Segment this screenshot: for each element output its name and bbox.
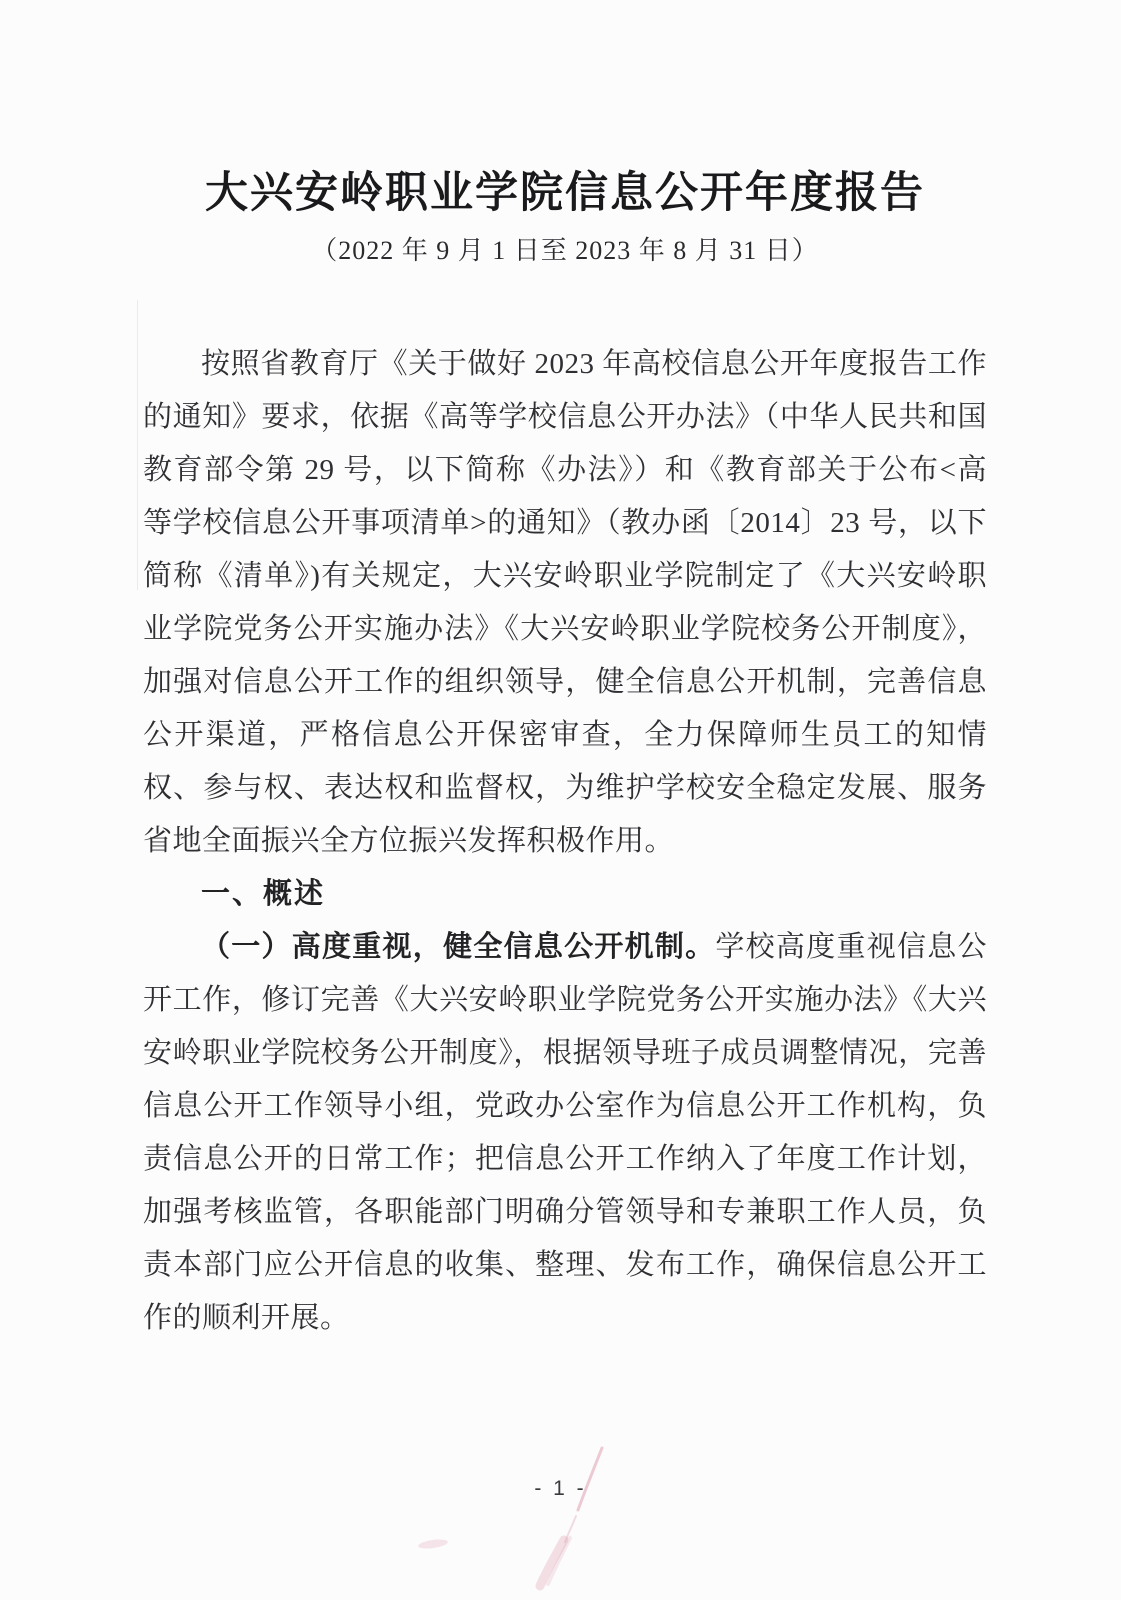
scan-fold-line [137, 300, 138, 590]
document-body [143, 168, 987, 1345]
paragraph-section-1-text: 学校高度重视信息公开工作，修订完善《大兴安岭职业学院党务公开实施办法》《大兴安岭职业学院校务公开制度》，根据领导班子成员调整情况，完善信息公开工作领导小组，党政办公室作为信息公开工作机构，负责信息公开的日常工作；把信息公开工作纳入了年度工作计划，加强考核监管，各职能部门明确分管领导和专兼职工作人员，负责本部门应公开信息的收集、整理、发布工作，确保信息公开工作的顺利开展。 [143, 931, 987, 1334]
document-title: 大兴安岭职业学院信息公开年度报告 [205, 170, 925, 217]
document-subtitle: （2022 年 9 月 1 日至 2023 年 8 月 31 日） [311, 236, 819, 265]
scan-artifact-pink-streak [520, 1420, 640, 1600]
page-number: - 1 - [534, 1477, 587, 1500]
paragraph-intro: 按照省教育厅《关于做好 2023 年高校信息公开年度报告工作的通知》要求，依据《高等学校信息公开办法》（中华人民共和国教育部令第 29 号，以下简称《办法》）和《教育部关于公布<高等学校信息公开事项清单>的通知》（教办函〔2014〕23 号，以下简称《清单》)有关规定，大兴安岭职业学院制定了《大兴安岭职业学院党务公开实施办法》《大兴安岭职业学院校务公开制度》，加强对信息公开工作的组织领导，健全信息公开机制，完善信息公开渠道，严格信息公开保密审查，全力保障师生员工的知情权、参与权、表达权和监督权，为维护学校安全稳定发展、服务省地全面振兴全方位振兴发挥积极作用。 [143, 348, 987, 857]
paragraph-section-1 [143, 921, 987, 1345]
section-heading-overview: 一、概述 [201, 878, 326, 910]
paragraph-section-1-lead: （一）高度重视，健全信息公开机制。 [201, 931, 716, 963]
document-text-block [143, 338, 987, 1345]
scan-artifact-smudge [418, 1538, 449, 1550]
